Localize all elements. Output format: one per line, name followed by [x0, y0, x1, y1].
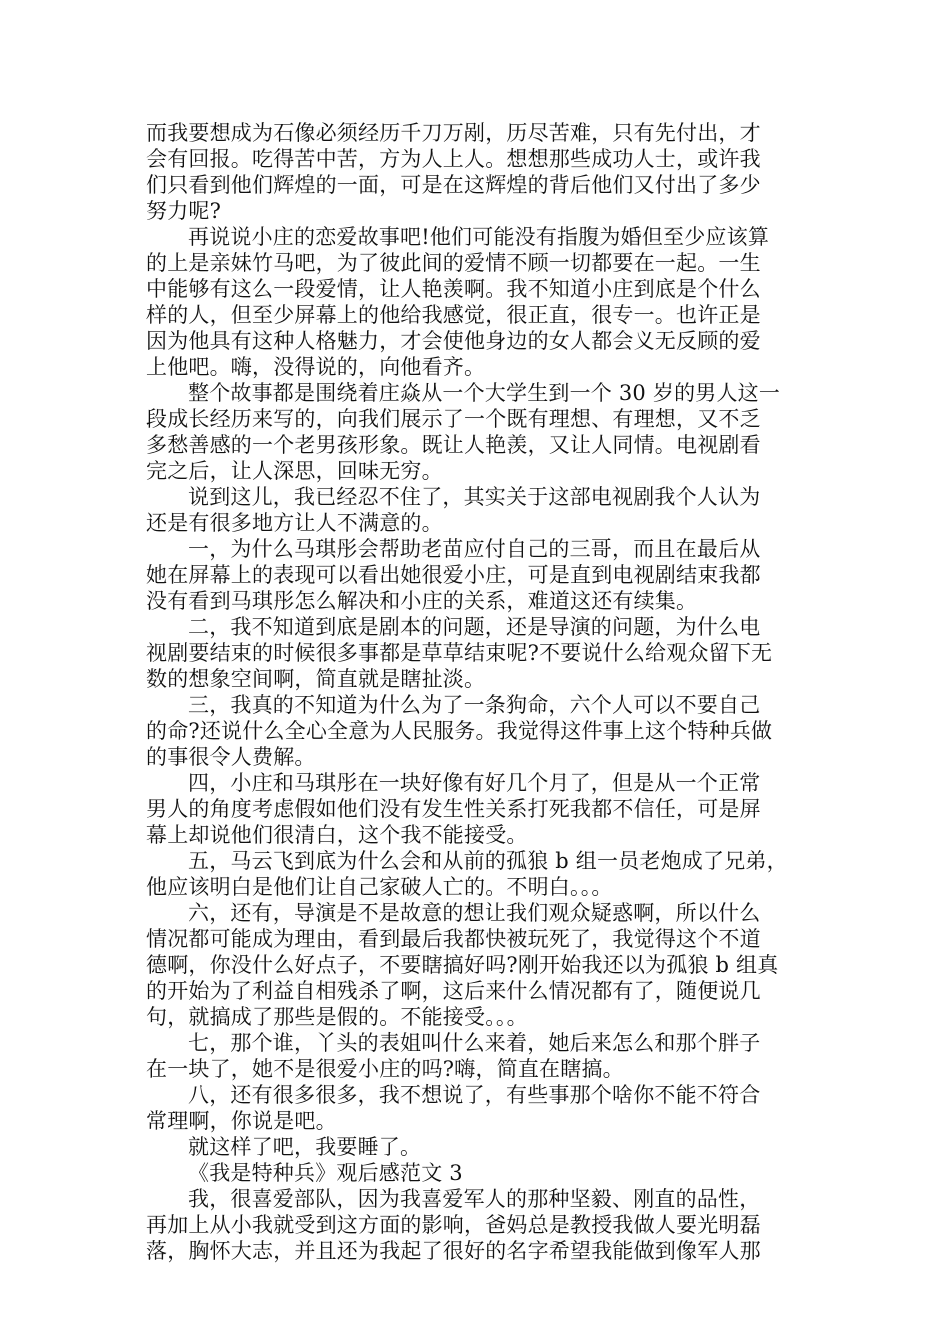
text-line: 男人的角度考虑假如他们没有发生性关系打死我都不信任，可是屏 [146, 797, 761, 821]
text-line: 没有看到马琪彤怎么解决和小庄的关系，难道这还有续集。 [146, 589, 698, 613]
text-line: 们只看到他们辉煌的一面，可是在这辉煌的背后他们又付出了多少 [146, 173, 761, 197]
paragraph-start-line: 四，小庄和马琪彤在一块好像有好几个月了，但是从一个正常 [188, 771, 761, 795]
text-line: 视剧要结束的时候很多事都是草草结束呢?不要说什么给观众留下无 [146, 641, 773, 665]
text-line: 会有回报。吃得苦中苦，方为人上人。想想那些成功人士，或许我 [146, 147, 761, 171]
text-line: 因为他具有这种人格魅力，才会使他身边的女人都会义无反顾的爱 [146, 329, 761, 353]
text-line: 的事很令人费解。 [146, 745, 316, 769]
text-line: 数的想象空间啊，简直就是瞎扯淡。 [146, 667, 486, 691]
paragraph-start-line: 我，很喜爱部队，因为我喜爱军人的那种坚毅、刚直的品性， [188, 1187, 761, 1211]
paragraph-start-line: 再说说小庄的恋爱故事吧!他们可能没有指腹为婚但至少应该算 [188, 225, 770, 249]
paragraph-start-line: 说到这儿，我已经忍不住了，其实关于这部电视剧我个人认为 [188, 485, 761, 509]
text-line: 在一块了，她不是很爱小庄的吗?嗨，简直在瞎搞。 [146, 1057, 624, 1081]
text-line: 样的人，但至少屏幕上的他给我感觉，很正直，很专一。也许正是 [146, 303, 761, 327]
paragraph-start-line: 六，还有，导演是不是故意的想让我们观众疑惑啊，所以什么 [188, 901, 761, 925]
text-line: 落，胸怀大志，并且还为我起了很好的名字希望我能做到像军人那 [146, 1239, 761, 1263]
text-line: 德啊，你没什么好点子，不要瞎搞好吗?刚开始我还以为孤狼 b 组真 [146, 953, 779, 977]
paragraph-start-line: 二，我不知道到底是剧本的问题，还是导演的问题，为什么电 [188, 615, 761, 639]
section-heading: 《我是特种兵》观后感范文 3 [188, 1161, 463, 1185]
text-line: 努力呢? [146, 199, 222, 223]
paragraph-start-line: 一，为什么马琪彤会帮助老苗应付自己的三哥，而且在最后从 [188, 537, 761, 561]
text-line: 常理啊，你说是吧。 [146, 1109, 337, 1133]
paragraph-start-line: 八，还有很多很多，我不想说了，有些事那个啥你不能不符合 [188, 1083, 761, 1107]
text-line: 幕上却说他们很清白，这个我不能接受。 [146, 823, 528, 847]
text-line: 中能够有这么一段爱情，让人艳羡啊。我不知道小庄到底是个什么 [146, 277, 761, 301]
text-line: 上他吧。嗨，没得说的，向他看齐。 [146, 355, 486, 379]
text-line: 的开始为了利益自相残杀了啊，这后来什么情况都有了，随便说几 [146, 979, 761, 1003]
text-line: 的命?还说什么全心全意为人民服务。我觉得这件事上这个特种兵做 [146, 719, 773, 743]
text-line: 情况都可能成为理由，看到最后我都快被玩死了，我觉得这个不道 [146, 927, 761, 951]
text-line: 他应该明白是他们让自己家破人亡的。不明白。。。 [146, 875, 613, 899]
text-line: 段成长经历来写的，向我们展示了一个既有理想、有理想，又不乏 [146, 407, 761, 431]
paragraph-start-line: 就这样了吧，我要睡了。 [188, 1135, 422, 1159]
text-line: 完之后，让人深思，回味无穷。 [146, 459, 443, 483]
body-text [146, 120, 810, 1264]
paragraph-start-line: 七，那个谁，丫头的表姐叫什么来着，她后来怎么和那个胖子 [188, 1031, 761, 1055]
paragraph-start-line: 三，我真的不知道为什么为了一条狗命，六个人可以不要自己 [188, 693, 761, 717]
text-line: 而我要想成为石像必须经历千刀万剐，历尽苦难，只有先付出，才 [146, 121, 761, 145]
text-line: 的上是亲妹竹马吧，为了彼此间的爱情不顾一切都要在一起。一生 [146, 251, 761, 275]
text-line: 再加上从小我就受到这方面的影响，爸妈总是教授我做人要光明磊 [146, 1213, 761, 1237]
paragraph-start-line: 整个故事都是围绕着庄焱从一个大学生到一个 30 岁的男人这一 [188, 381, 781, 405]
text-line: 多愁善感的一个老男孩形象。既让人艳羡，又让人同情。电视剧看 [146, 433, 761, 457]
text-line: 还是有很多地方让人不满意的。 [146, 511, 443, 535]
text-line: 她在屏幕上的表现可以看出她很爱小庄，可是直到电视剧结束我都 [146, 563, 761, 587]
text-line: 句，就搞成了那些是假的。不能接受。。。 [146, 1005, 528, 1029]
paragraph-start-line: 五，马云飞到底为什么会和从前的孤狼 b 组一员老炮成了兄弟， [188, 849, 788, 873]
